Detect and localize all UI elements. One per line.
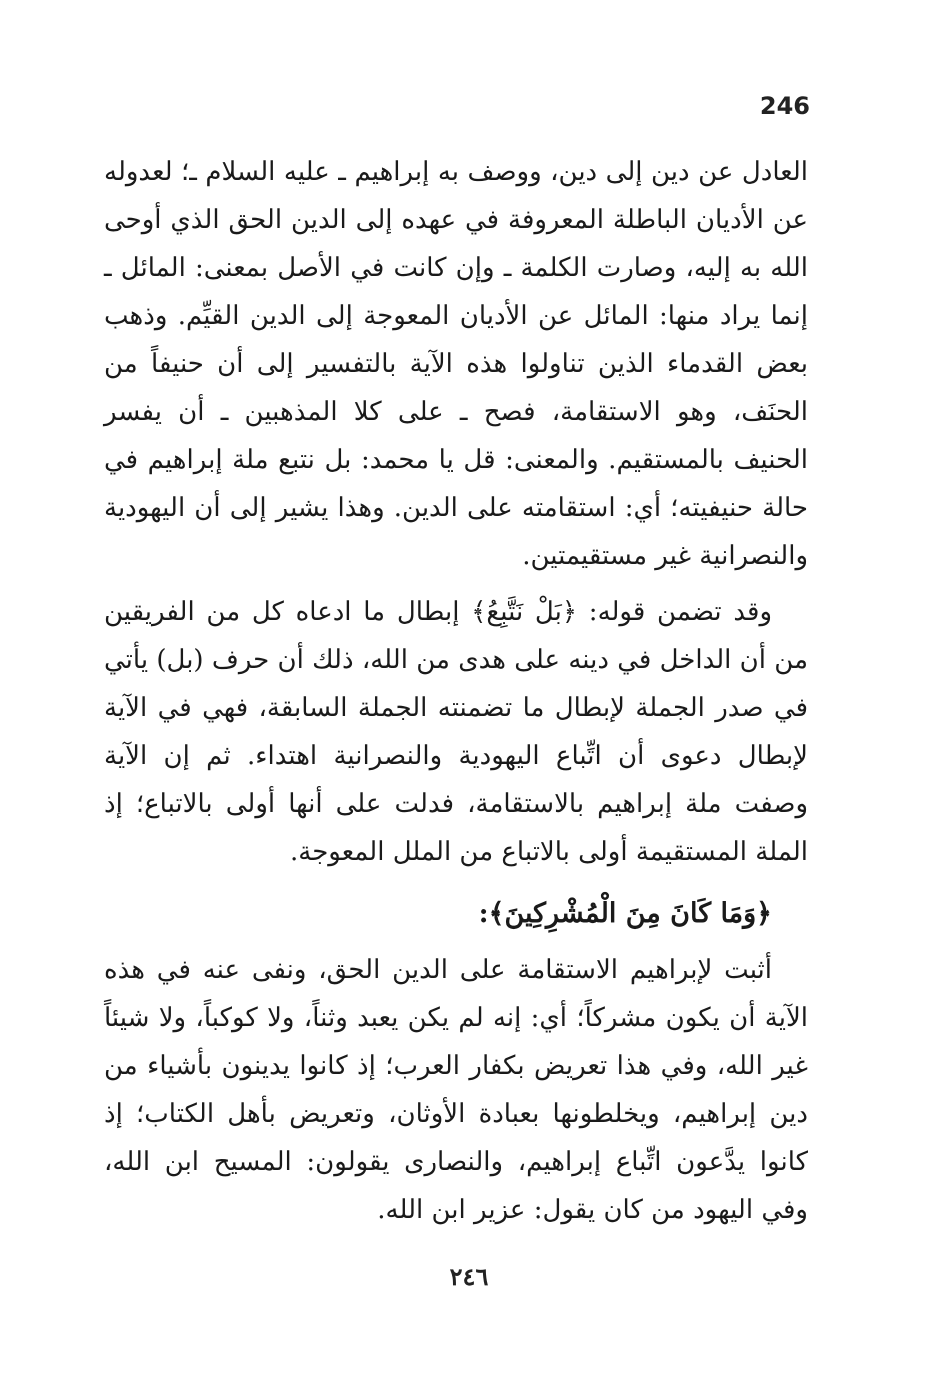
verse-heading: ﴿وَمَا كَانَ مِنَ الْمُشْرِكِينَ﴾: bbox=[478, 898, 772, 929]
page-number-top: 246 bbox=[759, 92, 810, 120]
paragraph-3: أثبت لإبراهيم الاستقامة على الدين الحق، ونفى عنه في هذه الآية أن يكون مشركاً؛ أي: إنه لم يكن يعبد وثناً، ولا كوكباً، ولا شيئاً غير الله، وفي هذا تعريض بكفار العرب؛ إذ كانوا يدينون بأشياء من دين إبراهيم، ويخلطونها بعبادة الأوثان، وتعريض بأهل الكتاب؛ إذ كانوا يدَّعون اتِّباع إبراهيم، والنصارى يقولون: المسيح ابن الله، وفي اليهود من كان يقول: عزير ابن الله. bbox=[104, 955, 808, 1225]
paragraph-1: العادل عن دين إلى دين، ووصف به إبراهيم ـ عليه السلام ـ؛ لعدوله عن الأديان الباطلة المعروفة في عهده إلى الدين الحق الذي أوحى الله به إليه، وصارت الكلمة ـ وإن كانت في الأصل بمعنى: المائل ـ إنما يراد منها: المائل عن الأديان المعوجة إلى الدين القيِّم. وذهب بعض القدماء الذين تناولوا هذه الآية بالتفسير إلى أن حنيفاً من الحنَف، وهو الاستقامة، فصح ـ على كلا المذهبين ـ أن يفسر الحنيف بالمستقيم. والمعنى: قل يا محمد: بل نتبع ملة إبراهيم في حالة حنيفيته؛ أي: استقامته على الدين. وهذا يشير إلى أن اليهودية والنصرانية غير مستقيمتين. bbox=[104, 157, 808, 571]
page-number-bottom: ٢٤٦ bbox=[449, 1262, 489, 1291]
body-text bbox=[104, 148, 808, 1234]
paragraph-2: وقد تضمن قوله: ﴿بَلْ نَتَّبِعُ﴾ إبطال ما ادعاه كل من الفريقين من أن الداخل في دينه على هدى من الله، ذلك أن حرف (بل) يأتي في صدر الجملة لإبطال ما تضمنته الجملة السابقة، فهي في الآية لإبطال دعوى أن اتِّباع اليهودية والنصرانية اهتداء. ثم إن الآية وصفت ملة إبراهيم بالاستقامة، فدلت على أنها أولى بالاتباع؛ إذ الملة المستقيمة أولى بالاتباع من الملل المعوجة. bbox=[104, 597, 808, 867]
